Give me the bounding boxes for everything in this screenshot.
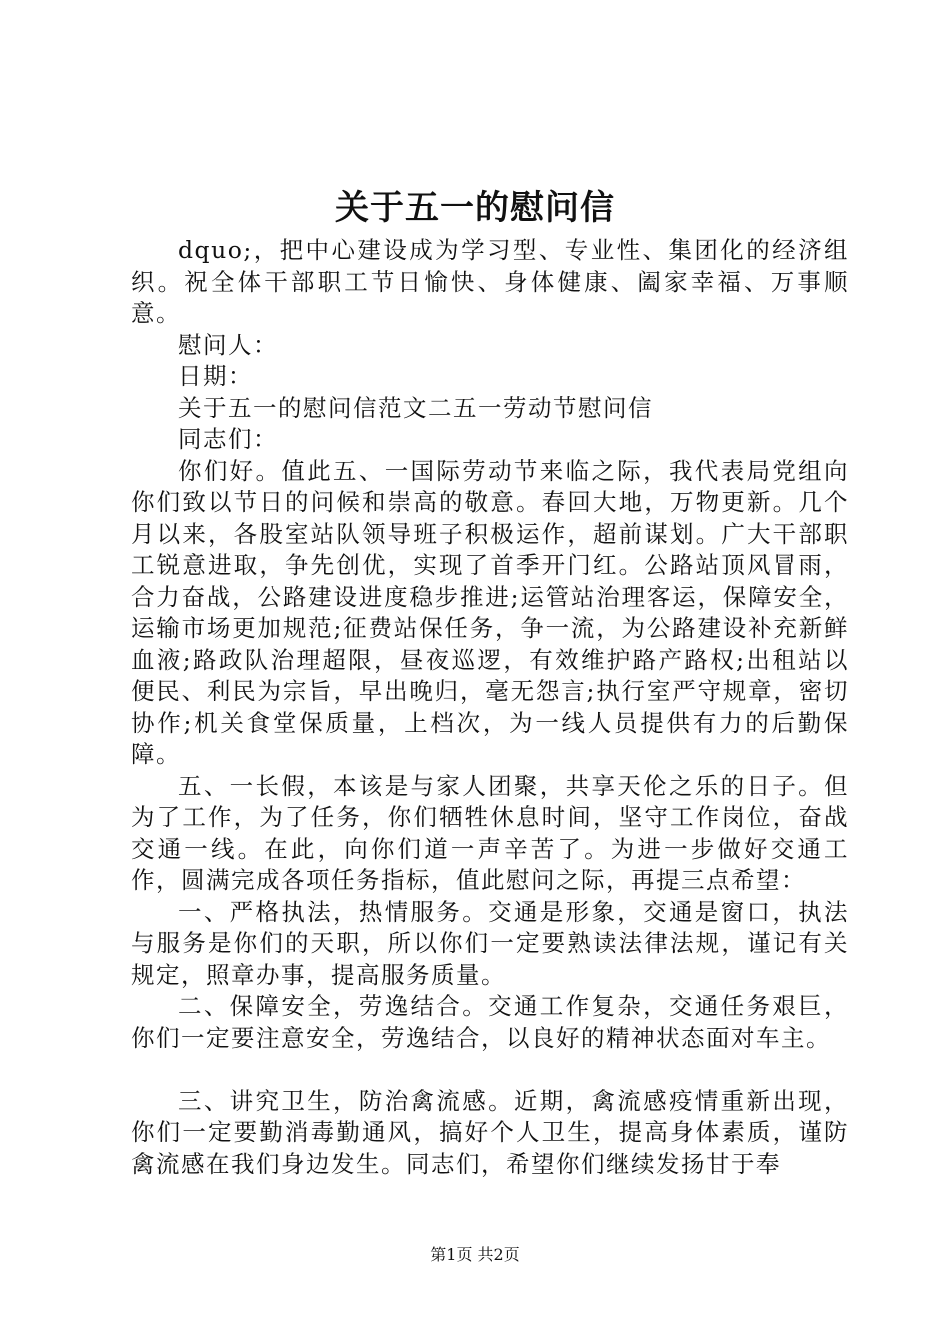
page-title: 关于五一的慰问信 <box>335 188 615 228</box>
paragraph-greeting: 你们好。值此五、一国际劳动节来临之际，我代表局党组向你们致以节日的问候和崇高的敬意。春回大地，万物更新。几个月以来，各股室站队领导班子积极运作，超前谋划。广大干部职工锐意进取，争先创优，实现了首季开门红。公路站顶风冒雨，合力奋战，公路建设进度稳步推进;运管站治理客运，保障安全，运输市场更加规范;征费站保任务，争一流，为公路建设补充新鲜血液;路政队治理超限，昼夜巡逻，有效维护路产路权;出租站以便民、利民为宗旨，早出晚归，毫无怨言;执行室严守规章，密切协作;机关食堂保质量，上档次，为一线人员提供有力的后勤保障。 <box>131 456 849 768</box>
paragraph-subheading: 关于五一的慰问信范文二五一劳动节慰问信 <box>178 393 653 422</box>
blank-line <box>131 1054 849 1086</box>
page-footer: 第1页 共2页 <box>430 1245 520 1264</box>
paragraph-1: dquo;，把中心建设成为学习型、专业性、集团化的经济组织。祝全体干部职工节日愉快、身体健康、阖家幸福、万事顺意。 <box>131 236 849 327</box>
paragraph-point-1: 一、严格执法，热情服务。交通是形象，交通是窗口，执法与服务是你们的天职，所以你们一定要熟读法律法规，谨记有关规定，照章办事，提高服务质量。 <box>131 897 849 989</box>
paragraph-holiday: 五、一长假，本该是与家人团聚，共享天伦之乐的日子。但为了工作，为了任务，你们牺牲休息时间，坚守工作岗位，奋战交通一线。在此，向你们道一声辛苦了。为进一步做好交通工作，圆满完成各项任务指标，值此慰问之际，再提三点希望： <box>131 771 849 894</box>
paragraph-date: 日期： <box>178 362 253 390</box>
document-body <box>131 235 849 1180</box>
paragraph-signer: 慰问人： <box>178 330 278 359</box>
paragraph-point-2: 二、保障安全，劳逸结合。交通工作复杂，交通任务艰巨，你们一定要注意安全，劳逸结合，以良好的精神状态面对车主。 <box>131 992 849 1052</box>
paragraph-salutation: 同志们： <box>178 425 278 453</box>
paragraph-point-3: 三、讲究卫生，防治禽流感。近期，禽流感疫情重新出现，你们一定要勤消毒勤通风，搞好个人卫生，提高身体素质，谨防禽流感在我们身边发生。同志们，希望你们继续发扬甘于奉 <box>131 1086 849 1178</box>
